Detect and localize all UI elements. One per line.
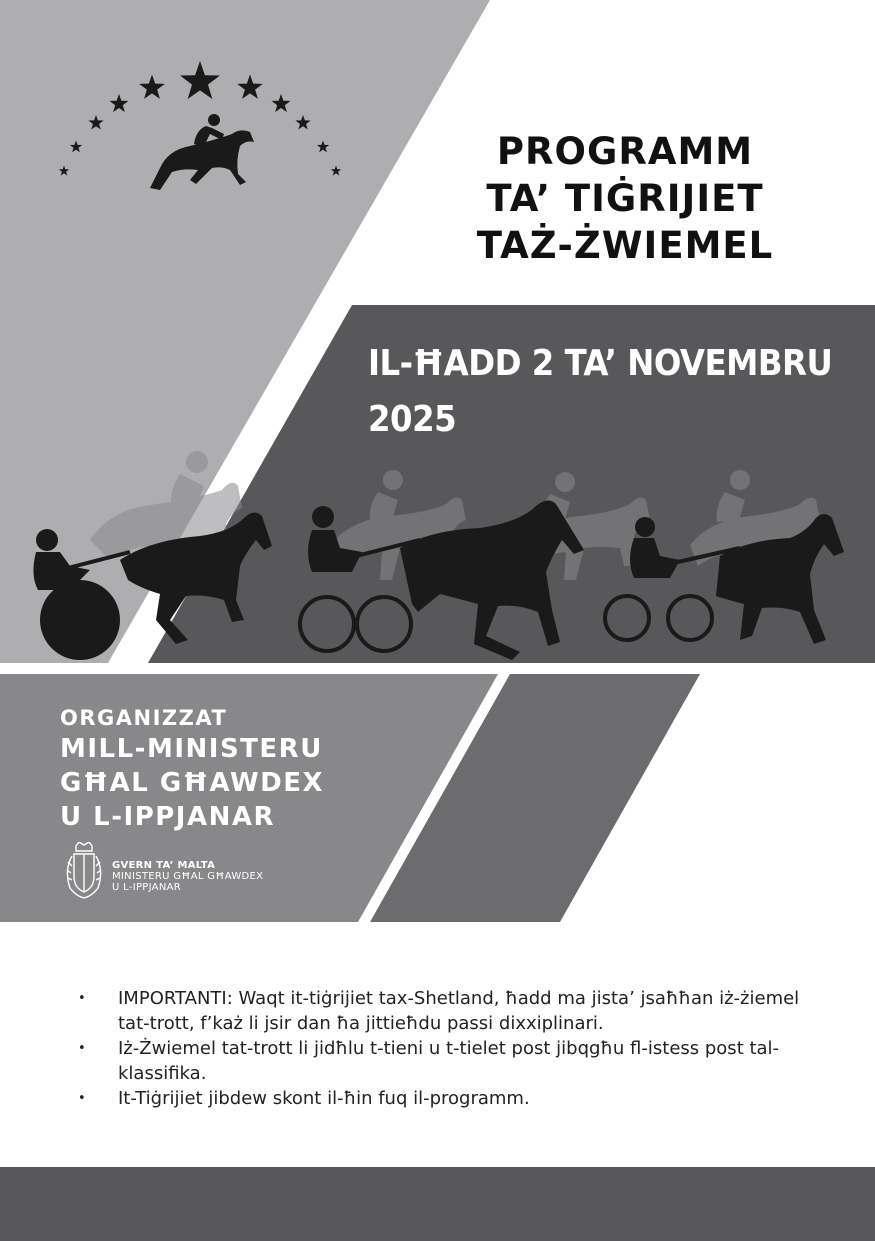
logo-line: GVERN TA’ MALTA bbox=[112, 860, 216, 871]
logo-line: U L-IPPJANAR bbox=[112, 882, 181, 893]
program-title bbox=[440, 128, 810, 269]
title-line: TA’ TIĠRIJIET bbox=[486, 177, 764, 220]
event-date bbox=[368, 336, 848, 448]
date-year: 2025 bbox=[368, 399, 457, 440]
note-item: • Iż-Żwiemel tat-trott li jidħlu t-tieni u t-tielet post jibqgħu fl-istess post tal-klassifika. bbox=[78, 1036, 818, 1086]
note-item: • It-Tiġrijiet jibdew skont il-ħin fuq il-programm. bbox=[78, 1086, 818, 1111]
organizer-block bbox=[60, 704, 324, 834]
title-line: PROGRAMM bbox=[496, 130, 754, 173]
ministry-logo bbox=[62, 842, 362, 902]
logo-text bbox=[112, 860, 263, 893]
logo-line: MINISTERU GĦAL GĦAWDEX bbox=[112, 871, 264, 882]
organizer-line: MILL-MINISTERU bbox=[60, 734, 323, 764]
organizer-intro: ORGANIZZAT bbox=[60, 706, 228, 730]
organizer-line: GĦAL GĦAWDEX bbox=[60, 768, 325, 798]
footer-bar bbox=[0, 1167, 875, 1241]
note-item: • IMPORTANTI: Waqt it-tiġrijiet tax-Shetland, ħadd ma jista’ jsaħħan iż-żiemel tat-trott, f’każ li jsir dan ħa jittieħdu passi dixxiplinari. bbox=[78, 986, 818, 1036]
coat-of-arms-icon bbox=[62, 842, 106, 900]
organizer-line: U L-IPPJANAR bbox=[60, 802, 276, 832]
important-notes bbox=[78, 986, 818, 1111]
title-line: TAŻ-ŻWIEMEL bbox=[476, 224, 774, 267]
date-line: IL-ĦADD 2 TA’ NOVEMBRU bbox=[368, 343, 833, 384]
